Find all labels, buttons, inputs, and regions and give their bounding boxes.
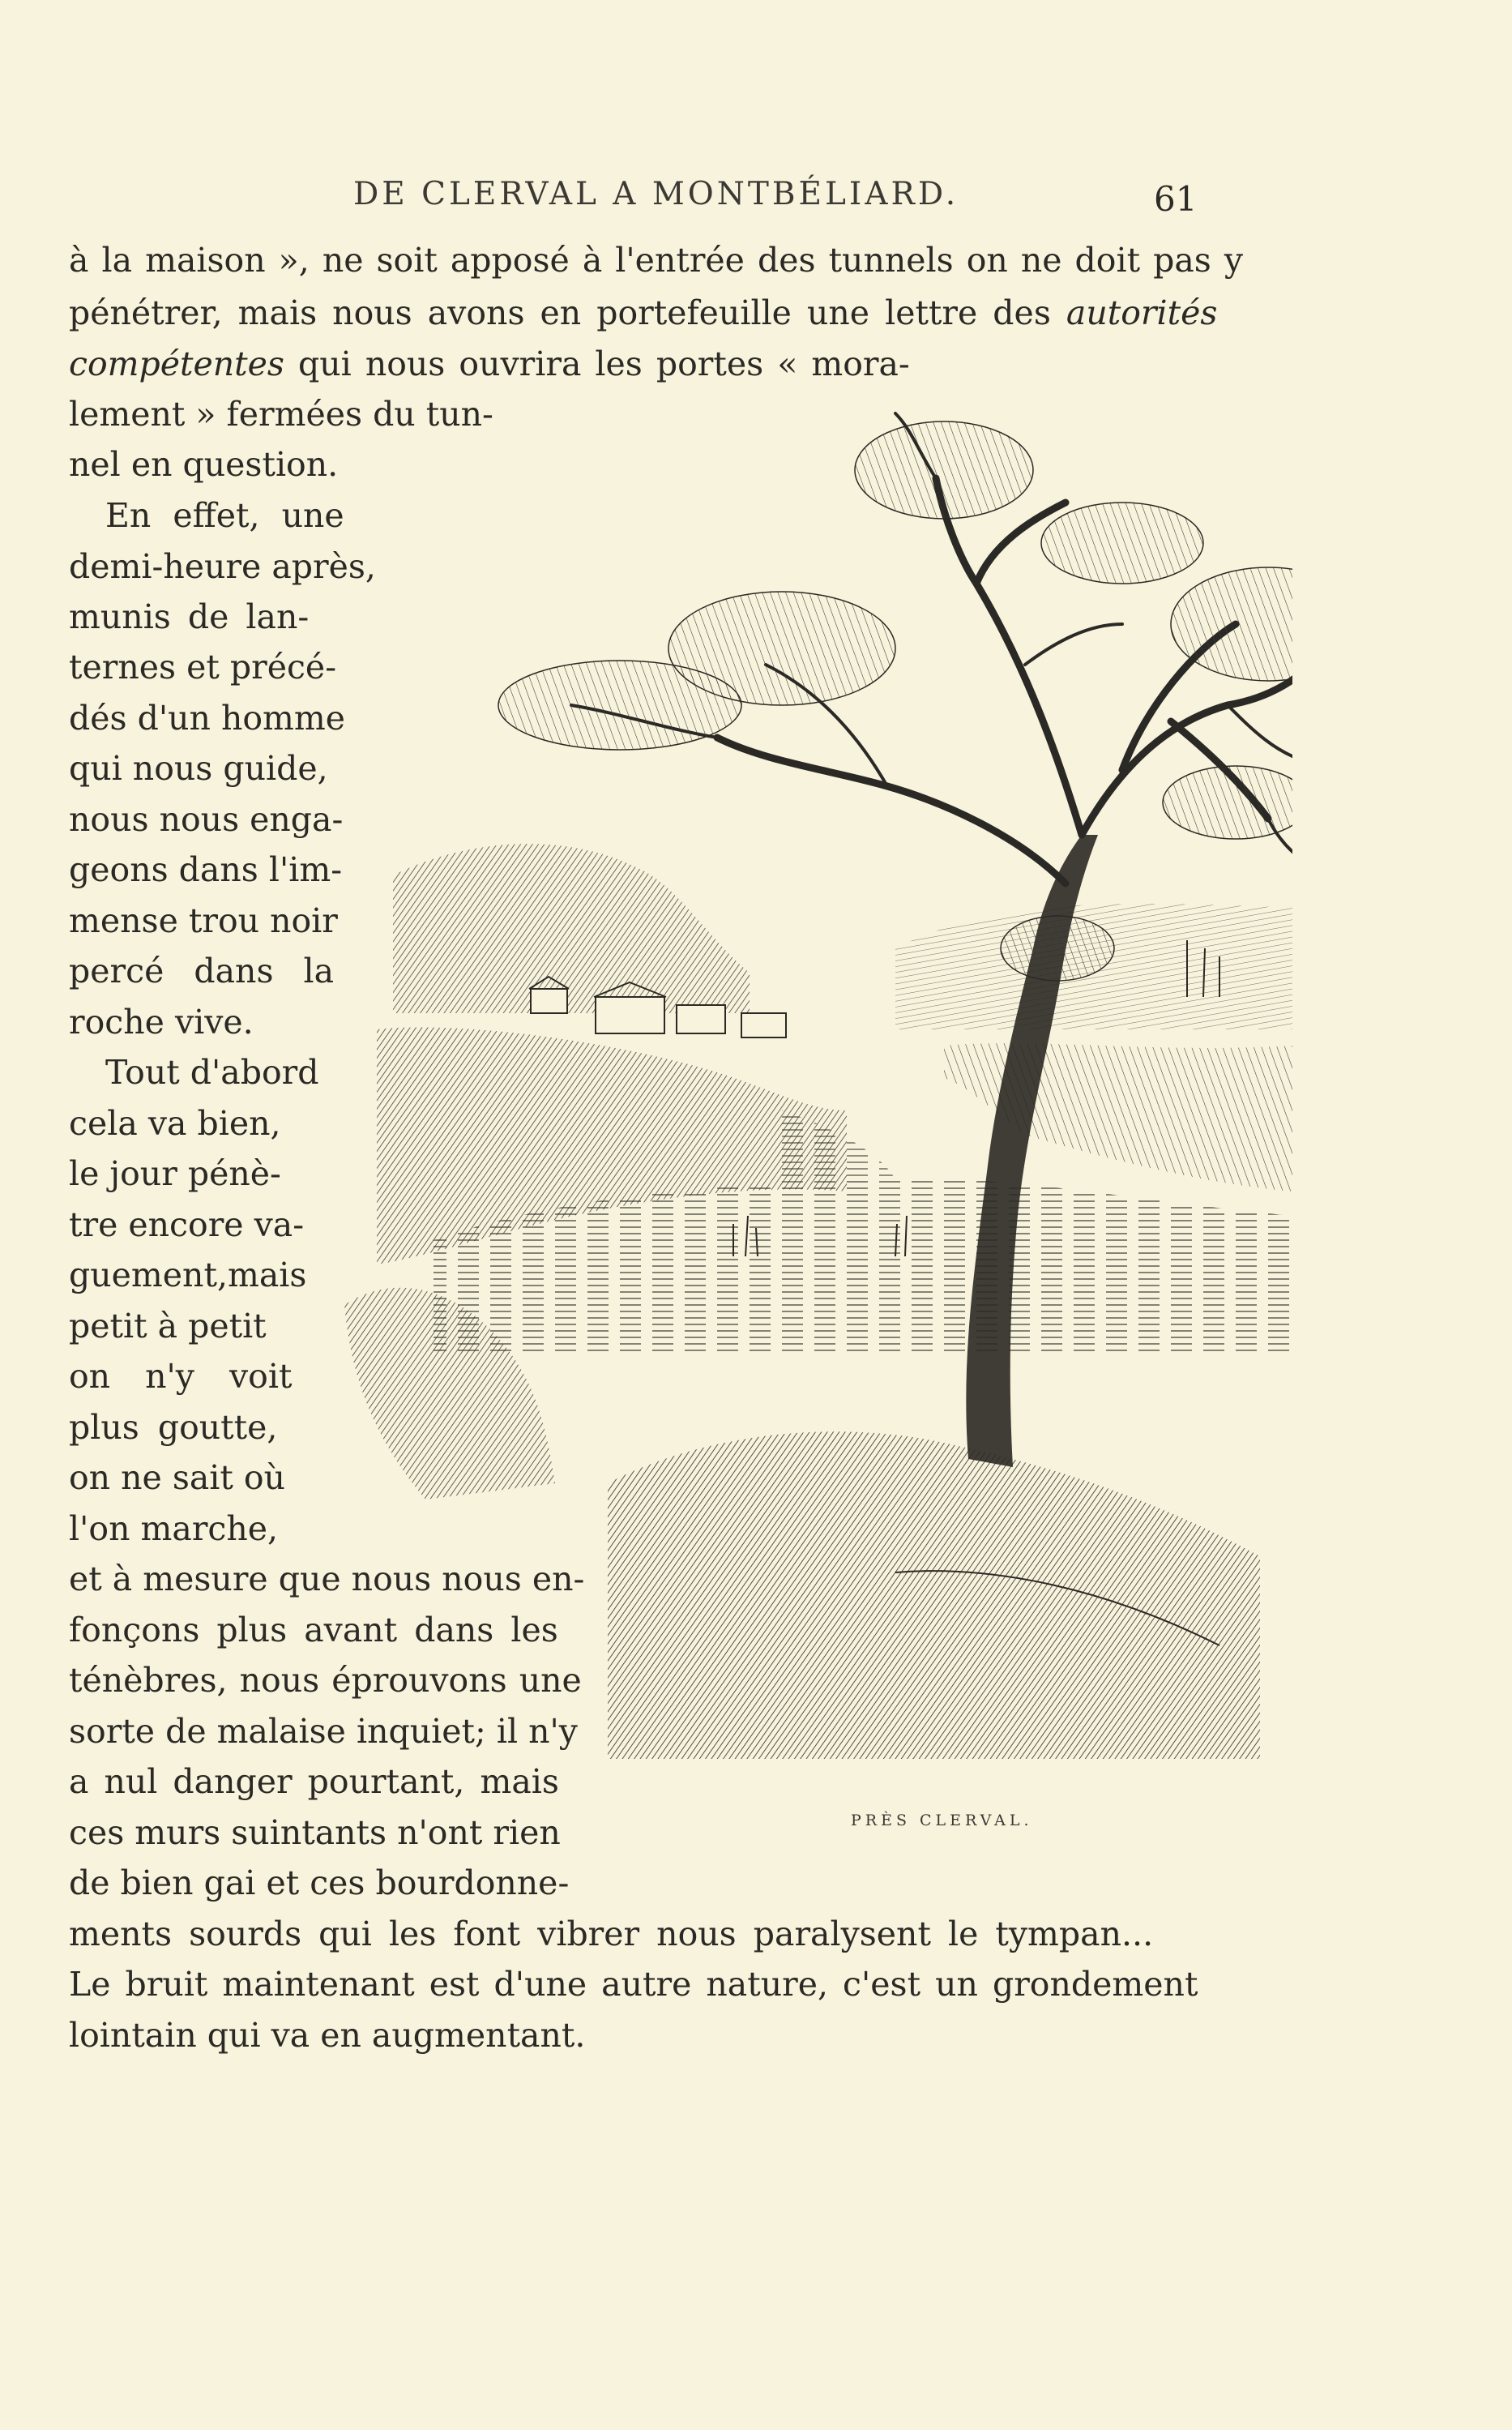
page-number: 61	[1154, 179, 1198, 219]
text-line: on ne sait où	[69, 1458, 286, 1497]
text-line: de bien gai et ces bourdonne-	[69, 1863, 570, 1902]
text-line: le jour pénè-	[69, 1154, 281, 1193]
text-line: petit à petit	[69, 1307, 267, 1345]
text-line: on n'y voit	[69, 1357, 293, 1396]
text-span: qui nous ouvrira les portes « mora-	[298, 344, 910, 383]
text-line: fonçons plus avant dans les	[69, 1611, 558, 1649]
text-line: nel en question.	[69, 445, 339, 484]
text-line: et à mesure que nous nous en-	[69, 1559, 585, 1598]
text-line: qui nous guide,	[69, 749, 328, 788]
text-line: ternes et précé-	[69, 648, 337, 687]
text-line: En effet, une	[105, 496, 344, 535]
text-line: l'on marche,	[69, 1509, 279, 1548]
text-line: mense trou noir	[69, 901, 338, 940]
text-line: demi-heure après,	[69, 547, 376, 586]
illustration-caption: PRÈS CLERVAL.	[851, 1812, 1033, 1829]
text-line: à la maison », ne soit apposé à l'entrée des tunnels on ne doit pas y	[69, 241, 1244, 280]
text-line: plus goutte,	[69, 1408, 278, 1447]
text-line: cela va bien,	[69, 1104, 281, 1143]
text-line: dés d'un homme	[69, 699, 346, 738]
text-line: a nul danger pourtant, mais	[69, 1762, 559, 1801]
text-line: nous nous enga-	[69, 800, 344, 839]
text-line: roche vive.	[69, 1003, 254, 1042]
text-line: ces murs suintants n'ont rien	[69, 1813, 561, 1852]
text-line: lement » fermées du tun-	[69, 395, 493, 434]
landscape-engraving-illustration	[328, 381, 1292, 1803]
text-line	[69, 288, 1217, 338]
text-line: tre encore va-	[69, 1205, 305, 1244]
running-title: DE CLERVAL A MONTBÉLIARD.	[353, 176, 959, 212]
text-line: Tout d'abord	[105, 1053, 319, 1092]
text-line: lointain qui va en augmentant.	[69, 2016, 586, 2055]
text-line: sorte de malaise inquiet; il n'y	[69, 1712, 578, 1751]
text-line: guement,mais	[69, 1256, 307, 1294]
text-line: geons dans l'im-	[69, 850, 343, 889]
text-line: Le bruit maintenant est d'une autre nature, c'est un grondement	[69, 1965, 1198, 2004]
text-line: percé dans la	[69, 952, 335, 990]
text-line: ments sourds qui les font vibrer nous paralysent le tympan...	[69, 1914, 1154, 1953]
text-line: ténèbres, nous éprouvons une	[69, 1661, 582, 1700]
text-span: pénétrer, mais nous avons en portefeuille une lettre des	[69, 293, 1051, 332]
italic-word: autorités	[1066, 293, 1218, 332]
text-line: munis de lan-	[69, 597, 310, 636]
italic-word: compétentes	[69, 344, 284, 383]
